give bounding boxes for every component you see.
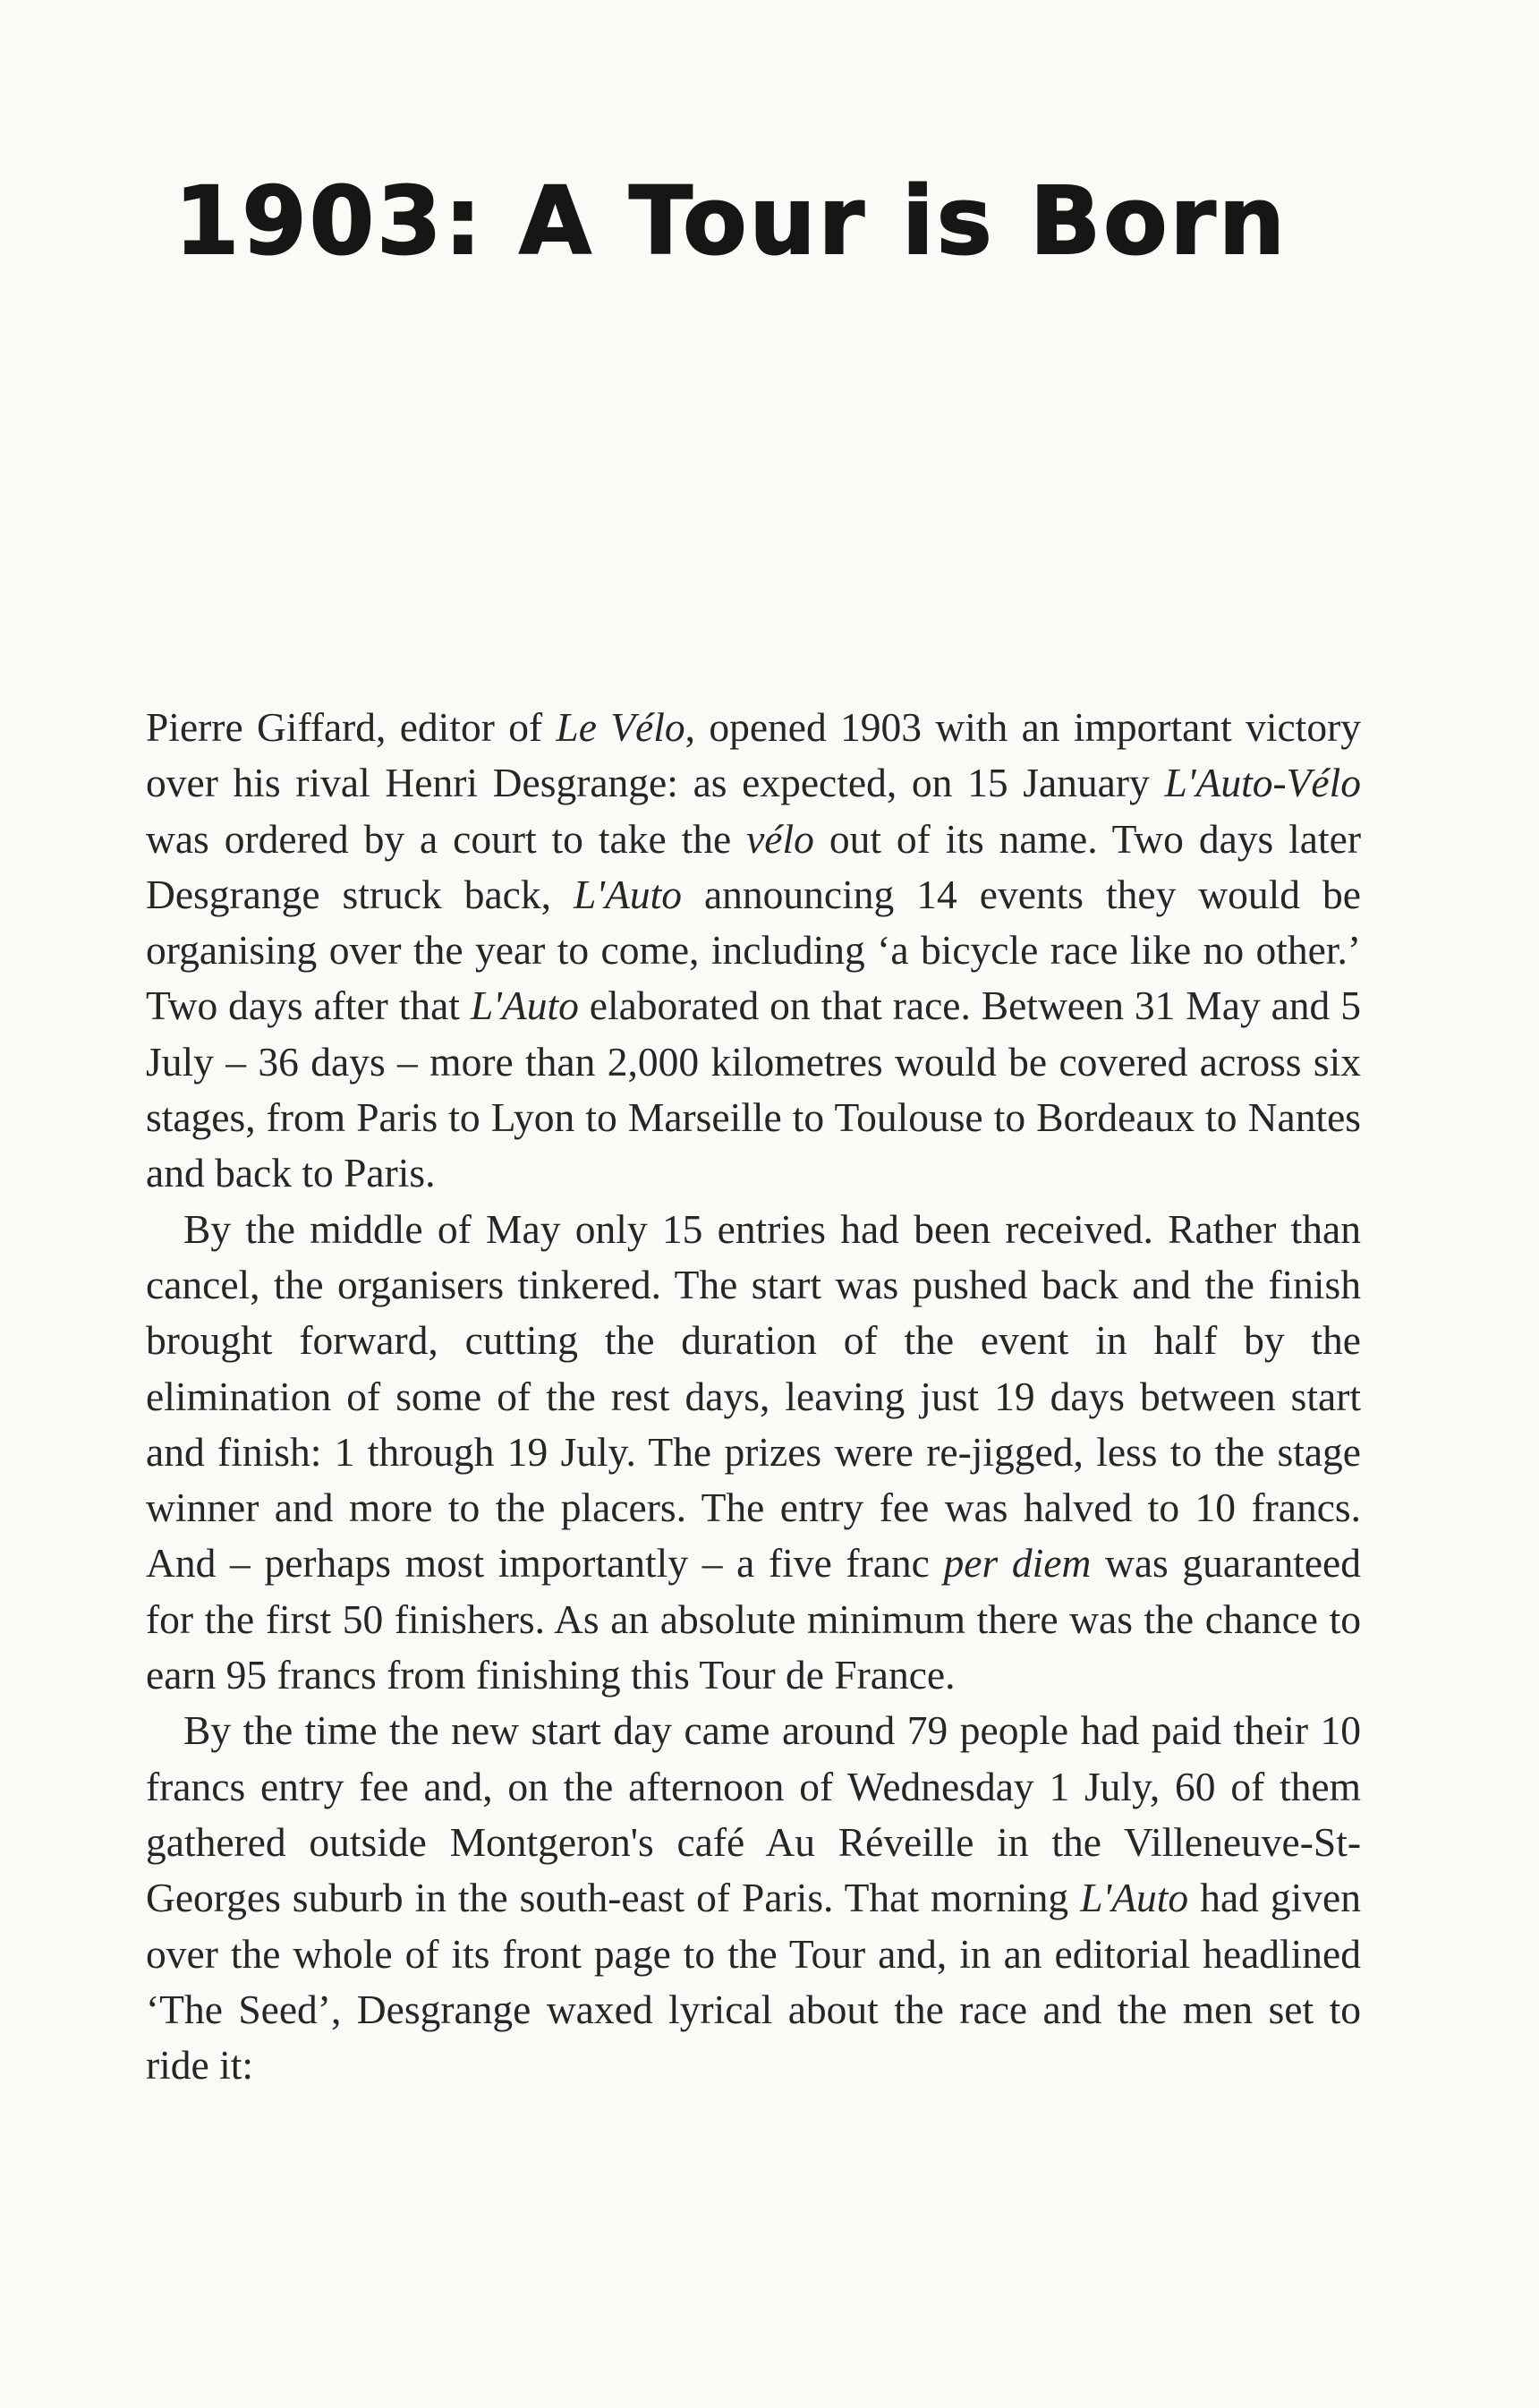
- chapter-body: [146, 700, 1361, 2093]
- text-run: Pierre Giffard, editor of: [146, 704, 557, 750]
- italic-text: L'Auto-Vélo: [1164, 760, 1361, 806]
- italic-text: per diem: [943, 1540, 1092, 1587]
- text-run: , opened 1903 with an important victory over his rival Henri Desgrange: as expected, on 15 January: [146, 704, 1361, 806]
- italic-text: vélo: [746, 815, 814, 862]
- italic-text: L'Auto: [470, 983, 579, 1029]
- paragraph: [146, 1703, 1361, 2093]
- text-run: announcing 14 events they would be organising over the year to come, including ‘a bicycle race like no other.’ Two days after that: [146, 871, 1361, 1029]
- italic-text: L'Auto: [574, 871, 682, 917]
- italic-text: L'Auto: [1080, 1875, 1189, 1921]
- paragraph: [146, 700, 1361, 1202]
- text-run: out of its name. Two days later Desgrange struck back,: [146, 815, 1361, 917]
- text-run: By the middle of May only 15 entries had been received. Rather than cancel, the organisers tinkered. The start was pushed back and the finish brought forward, cutting the duration of the event in half by the elimination of some of the rest days, leaving just 19 days between start and finish: 1 through 19 July. The prizes were re-jigged, less to the stage winner and more to the placers. The entry fee was halved to 10 francs. And – perhaps most importantly – a five franc: [146, 1205, 1361, 1587]
- chapter-title: 1903: A Tour is Born: [174, 166, 1288, 276]
- text-run: was ordered by a court to take the: [146, 815, 747, 862]
- text-run: was guaranteed for the first 50 finishers. As an absolute minimum there was the chance to earn 95 francs from finishing this Tour de France.: [146, 1540, 1361, 1698]
- text-run: had given over the whole of its front page to the Tour and, in an editorial headlined ‘The Seed’, Desgrange waxed lyrical about the race and the men set to ride it:: [146, 1875, 1361, 2089]
- italic-text: Le Vélo: [556, 704, 685, 750]
- paragraph: [146, 1202, 1361, 1704]
- text-run: By the time the new start day came around 79 people had paid their 10 francs entry fee and, on the afternoon of Wednesday 1 July, 60 of them gathered outside Montgeron's café Au Réveille in the Villeneuve-St-Georges suburb in the south-east of Paris. That morning: [146, 1707, 1361, 1921]
- text-run: elaborated on that race. Between 31 May and 5 July – 36 days – more than 2,000 kilometres would be covered across six stages, from Paris to Lyon to Marseille to Toulouse to Bordeaux to Nantes and back to Paris.: [146, 983, 1361, 1196]
